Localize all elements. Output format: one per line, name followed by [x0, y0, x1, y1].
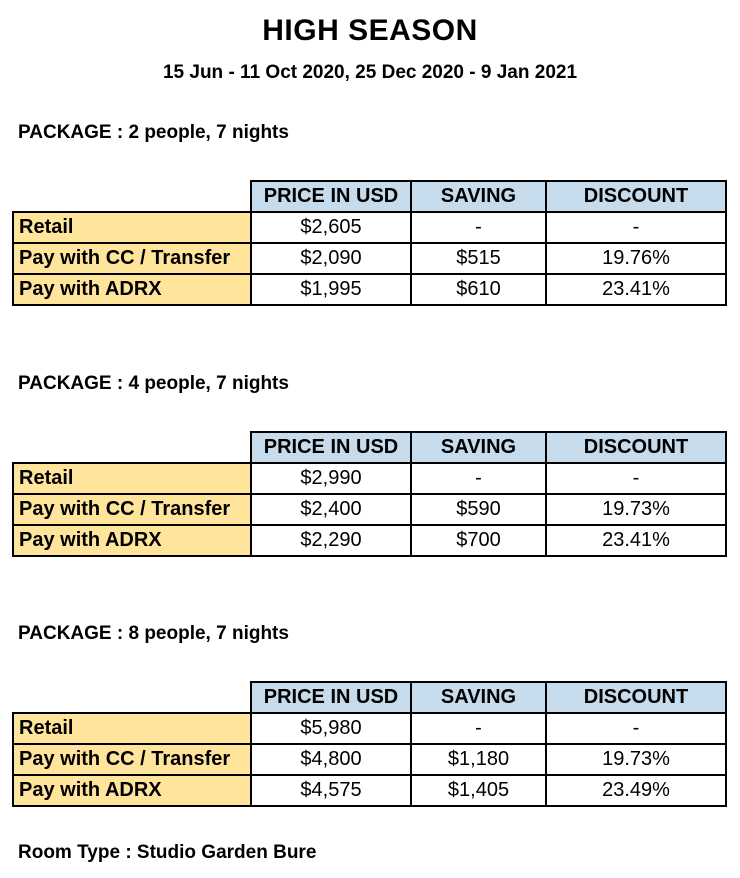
saving-cell: $1,405 [411, 775, 546, 806]
header-blank-cell [13, 432, 251, 463]
saving-cell: $610 [411, 274, 546, 305]
table-row [13, 274, 726, 305]
header-saving: SAVING [411, 181, 546, 212]
header-price: PRICE IN USD [251, 432, 411, 463]
table-row [13, 494, 726, 525]
price-cell: $2,090 [251, 243, 411, 274]
pricing-table-4-people [12, 431, 727, 557]
table-row [13, 525, 726, 556]
table-row [13, 744, 726, 775]
price-cell: $2,990 [251, 463, 411, 494]
saving-cell: - [411, 212, 546, 243]
saving-cell: - [411, 463, 546, 494]
header-saving: SAVING [411, 432, 546, 463]
table-row [13, 713, 726, 744]
saving-cell: $590 [411, 494, 546, 525]
price-cell: $5,980 [251, 713, 411, 744]
header-price: PRICE IN USD [251, 181, 411, 212]
table-row [13, 212, 726, 243]
saving-cell: $700 [411, 525, 546, 556]
price-cell: $4,575 [251, 775, 411, 806]
price-cell: $2,290 [251, 525, 411, 556]
discount-cell: 19.73% [546, 744, 726, 775]
header-price: PRICE IN USD [251, 682, 411, 713]
row-label-retail: Retail [13, 463, 251, 494]
price-cell: $2,605 [251, 212, 411, 243]
header-discount: DISCOUNT [546, 432, 726, 463]
row-label-adrx: Pay with ADRX [13, 274, 251, 305]
table-header-row [13, 432, 726, 463]
discount-cell: - [546, 212, 726, 243]
discount-cell: - [546, 713, 726, 744]
header-blank-cell [13, 181, 251, 212]
saving-cell: $515 [411, 243, 546, 274]
row-label-retail: Retail [13, 713, 251, 744]
table-row [13, 775, 726, 806]
price-cell: $2,400 [251, 494, 411, 525]
discount-cell: - [546, 463, 726, 494]
table-row [13, 463, 726, 494]
table-header-row [13, 682, 726, 713]
header-discount: DISCOUNT [546, 682, 726, 713]
room-type-note: Room Type : Studio Garden Bure [18, 842, 317, 863]
page-title: HIGH SEASON [262, 14, 478, 47]
row-label-cc-transfer: Pay with CC / Transfer [13, 744, 251, 775]
row-label-retail: Retail [13, 212, 251, 243]
package-label-2-people: PACKAGE : 2 people, 7 nights [18, 122, 289, 143]
discount-cell: 23.41% [546, 274, 726, 305]
package-label-4-people: PACKAGE : 4 people, 7 nights [18, 373, 289, 394]
discount-cell: 19.73% [546, 494, 726, 525]
row-label-adrx: Pay with ADRX [13, 775, 251, 806]
pricing-table-2-people [12, 180, 727, 306]
saving-cell: $1,180 [411, 744, 546, 775]
saving-cell: - [411, 713, 546, 744]
row-label-adrx: Pay with ADRX [13, 525, 251, 556]
table-header-row [13, 181, 726, 212]
header-discount: DISCOUNT [546, 181, 726, 212]
row-label-cc-transfer: Pay with CC / Transfer [13, 494, 251, 525]
discount-cell: 23.49% [546, 775, 726, 806]
date-range-subtitle: 15 Jun - 11 Oct 2020, 25 Dec 2020 - 9 Jan 2021 [162, 62, 578, 83]
header-saving: SAVING [411, 682, 546, 713]
price-cell: $1,995 [251, 274, 411, 305]
discount-cell: 19.76% [546, 243, 726, 274]
package-label-8-people: PACKAGE : 8 people, 7 nights [18, 623, 289, 644]
price-cell: $4,800 [251, 744, 411, 775]
pricing-table-8-people [12, 681, 727, 807]
header-blank-cell [13, 682, 251, 713]
table-row [13, 243, 726, 274]
discount-cell: 23.41% [546, 525, 726, 556]
row-label-cc-transfer: Pay with CC / Transfer [13, 243, 251, 274]
